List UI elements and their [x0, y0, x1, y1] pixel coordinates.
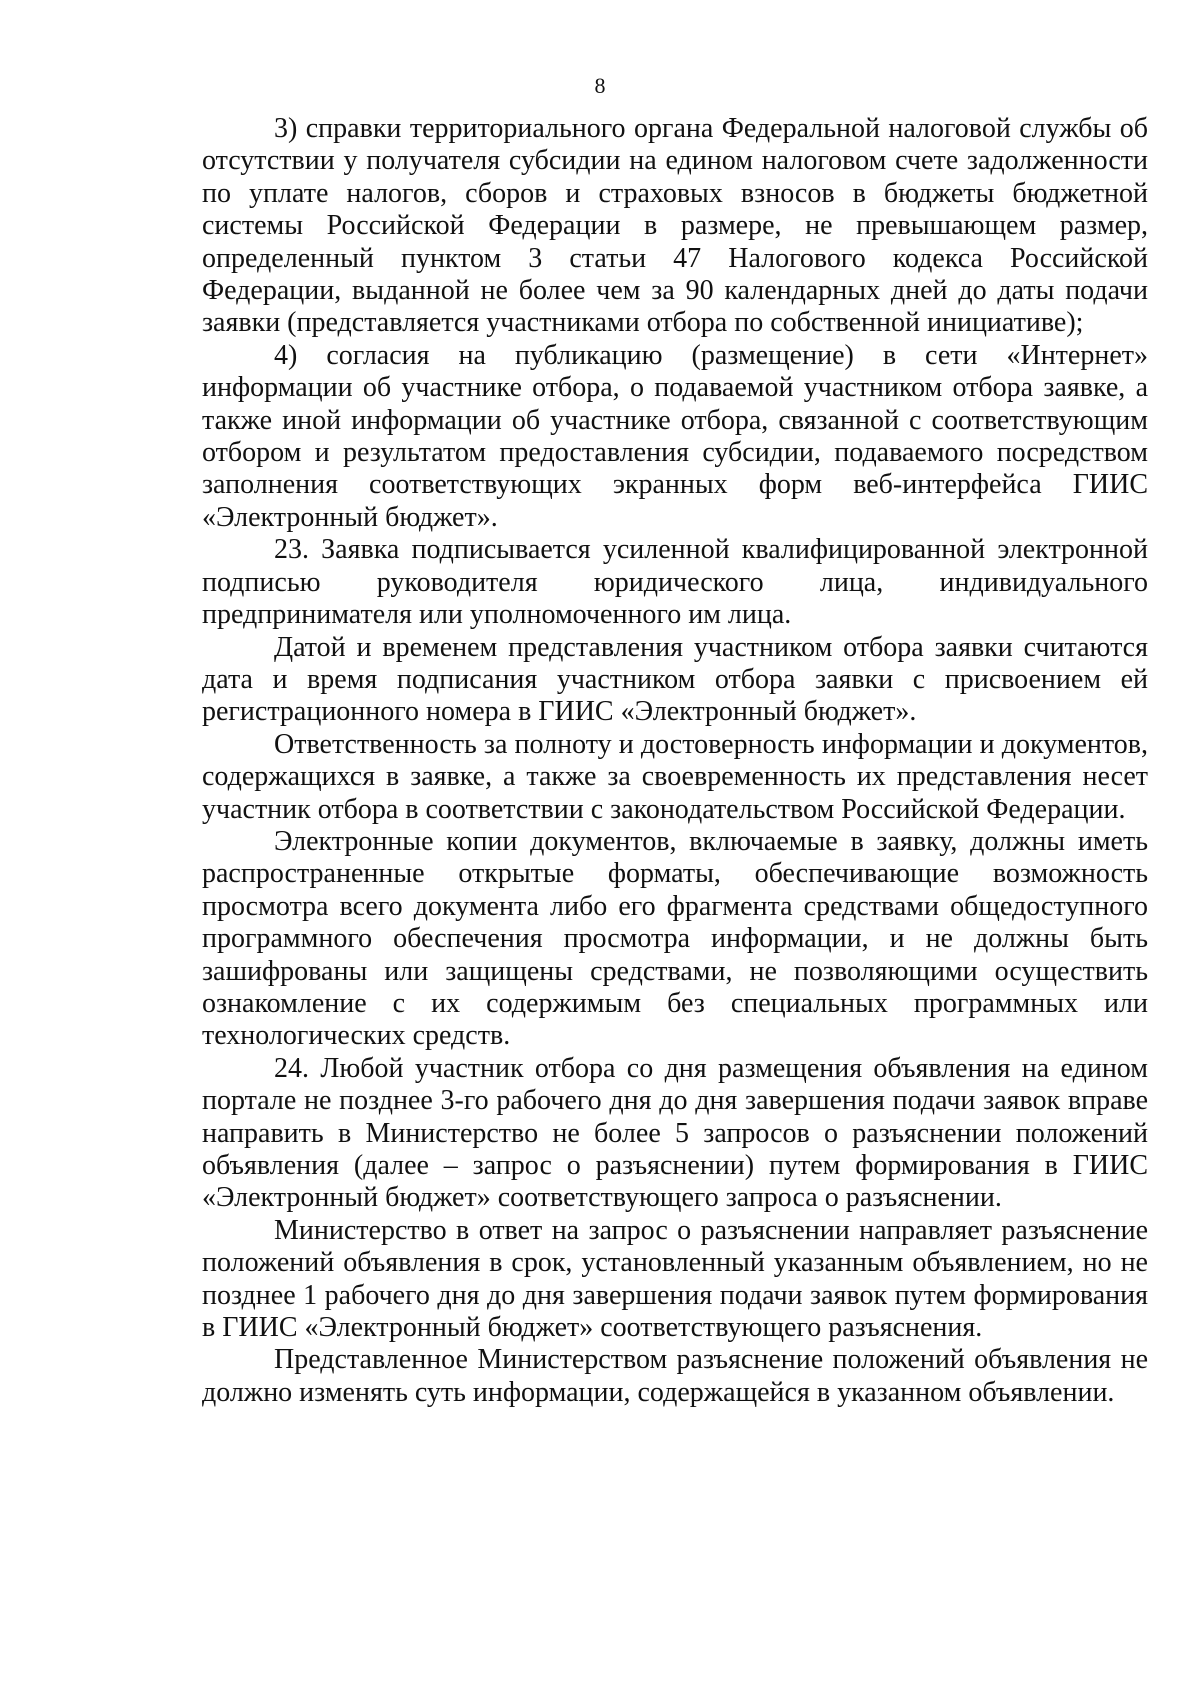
paragraph-clause-24: 24. Любой участник отбора со дня размещения объявления на едином портале не позднее 3-го рабочего дня до дня завершения подачи заявок вправе направить в Министерство не более 5 запросов о разъяснении положений объявления (далее – запрос о разъяснении) путем формирования в ГИИС «Электронный бюджет» соответствующего запроса о разъяснении. [202, 1052, 1148, 1214]
paragraph-item-3-tax-certificate: 3) справки территориального органа Федеральной налоговой службы об отсутствии у получателя субсидии на едином налоговом счете задолженности по уплате налогов, сборов и страховых взносов в бюджеты бюджетной системы Российской Федерации в размере, не превышающем размер, определенный пунктом 3 статьи 47 Налогового кодекса Российской Федерации, выданной не более чем за 90 календарных дней до даты подачи заявки (представляется участниками отбора по собственной инициативе); [202, 113, 1148, 339]
page-number: 8 [594, 73, 606, 98]
paragraph-item-4-publication-consent: 4) согласия на публикацию (размещение) в сети «Интернет» информации об участнике отбора, о подаваемой участником отбора заявке, а также иной информации об участнике отбора, связанной с соответствующим отбором и результатом предоставления субсидии, подаваемого посредством заполнения соответствующих экранных форм веб-интерфейса ГИИС «Электронный бюджет». [202, 339, 1148, 533]
paragraph-responsibility: Ответственность за полноту и достоверность информации и документов, содержащихся в заявке, а также за своевременность их представления несет участник отбора в соответствии с законодательством Российской Федерации. [202, 728, 1148, 825]
paragraph-electronic-copies: Электронные копии документов, включаемые в заявку, должны иметь распространенные открытые форматы, обеспечивающие возможность просмотра всего документа либо его фрагмента средствами общедоступного программного обеспечения просмотра информации, и не должны быть зашифрованы или защищены средствами, не позволяющими осуществить ознакомление с их содержимым без специальных программных или технологических средств. [202, 825, 1148, 1052]
paragraph-submission-datetime: Датой и временем представления участником отбора заявки считаются дата и время подписания участником отбора заявки с присвоением ей регистрационного номера в ГИИС «Электронный бюджет». [202, 631, 1148, 728]
paragraph-ministry-response: Министерство в ответ на запрос о разъяснении направляет разъяснение положений объявления в срок, установленный указанным объявлением, но не позднее 1 рабочего дня до дня завершения подачи заявок путем формирования в ГИИС «Электронный бюджет» соответствующего разъяснения. [202, 1214, 1148, 1344]
paragraph-clarification-limits: Представленное Министерством разъяснение положений объявления не должно изменять суть информации, содержащейся в указанном объявлении. [202, 1344, 1148, 1408]
document-body [202, 113, 1148, 1409]
paragraph-clause-23: 23. Заявка подписывается усиленной квалифицированной электронной подписью руководителя юридического лица, индивидуального предпринимателя или уполномоченного им лица. [202, 534, 1148, 631]
